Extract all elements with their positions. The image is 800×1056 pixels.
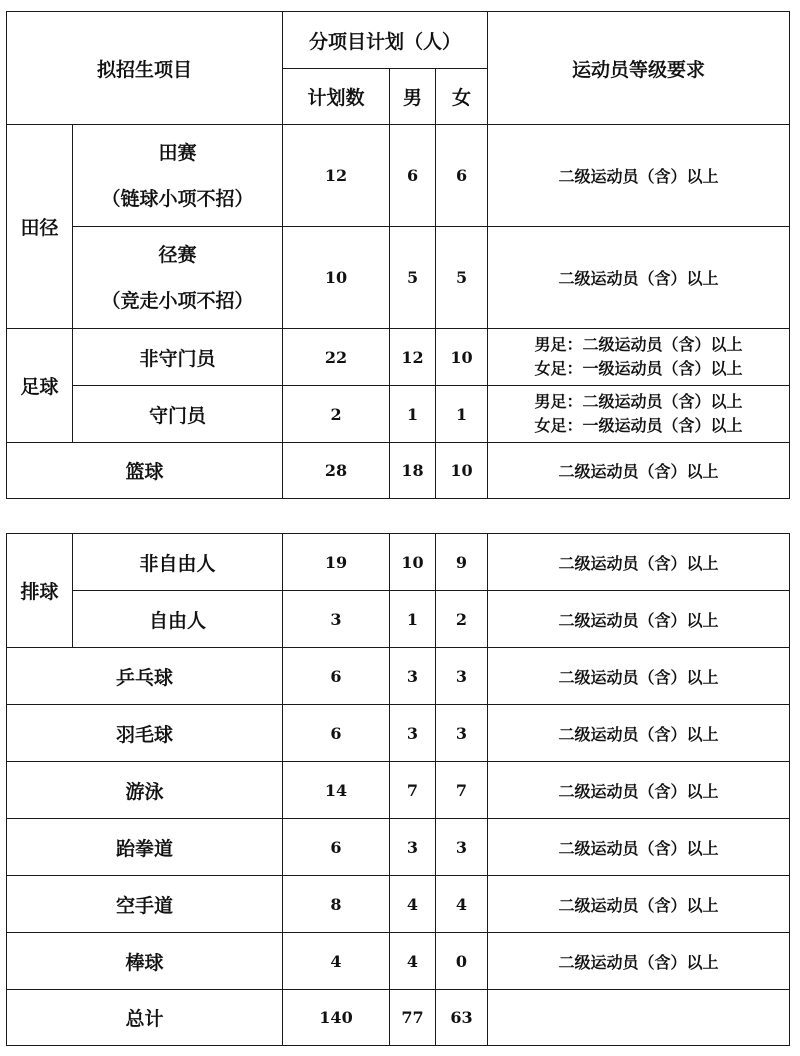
item-name: 径赛 [158, 243, 197, 266]
requirement: 二级运动员（含）以上 [488, 819, 790, 876]
male-count: 6 [390, 125, 436, 227]
female-count: 7 [436, 762, 488, 819]
plan-count: 22 [283, 329, 390, 386]
table-row [7, 705, 790, 762]
category-track-field: 田径 [7, 125, 73, 329]
item-name: 游泳 [7, 762, 283, 819]
header-item: 拟招生项目 [7, 12, 283, 125]
header-requirement: 运动员等级要求 [488, 12, 790, 125]
female-count: 4 [436, 876, 488, 933]
header-male: 男 [390, 69, 436, 125]
requirement: 二级运动员（含）以上 [488, 125, 790, 227]
requirement: 二级运动员（含）以上 [488, 762, 790, 819]
plan-count: 19 [283, 534, 390, 591]
table-row [7, 386, 790, 443]
plan-count: 4 [283, 933, 390, 990]
plan-count: 10 [283, 227, 390, 329]
male-count: 12 [390, 329, 436, 386]
male-count: 7 [390, 762, 436, 819]
requirement: 二级运动员（含）以上 [488, 227, 790, 329]
requirement-female: 女足：一级运动员（含）以上 [534, 416, 743, 435]
male-count: 1 [390, 591, 436, 648]
header-female: 女 [436, 69, 488, 125]
requirement: 二级运动员（含）以上 [488, 591, 790, 648]
male-count: 4 [390, 876, 436, 933]
item-outfield: 非守门员 [73, 329, 283, 386]
table-row [7, 534, 790, 591]
total-label: 总计 [7, 990, 283, 1046]
requirement-male: 男足：二级运动员（含）以上 [534, 335, 743, 354]
requirement: 二级运动员（含）以上 [488, 705, 790, 762]
total-male-count: 77 [390, 990, 436, 1046]
requirement: 二级运动员（含）以上 [488, 534, 790, 591]
table-row [7, 227, 790, 329]
female-count: 3 [436, 705, 488, 762]
total-female-count: 63 [436, 990, 488, 1046]
female-count: 0 [436, 933, 488, 990]
table-row [7, 762, 790, 819]
female-count: 2 [436, 591, 488, 648]
item-name: 空手道 [7, 876, 283, 933]
table-row [7, 125, 790, 227]
header-plan-group: 分项目计划（人） [283, 12, 488, 69]
item-field-events [73, 125, 283, 227]
table-row [7, 648, 790, 705]
total-plan-count: 140 [283, 990, 390, 1046]
male-count: 3 [390, 648, 436, 705]
requirement: 二级运动员（含）以上 [488, 648, 790, 705]
total-requirement-empty [488, 990, 790, 1046]
plan-count: 8 [283, 876, 390, 933]
male-count: 5 [390, 227, 436, 329]
category-volleyball: 排球 [7, 534, 73, 648]
female-count: 9 [436, 534, 488, 591]
item-non-libero: 非自由人 [73, 534, 283, 591]
male-count: 10 [390, 534, 436, 591]
item-note: （竞走小项不招） [101, 289, 254, 312]
requirement-female: 女足：一级运动员（含）以上 [534, 359, 743, 378]
item-name: 田赛 [158, 141, 197, 164]
plan-count: 6 [283, 648, 390, 705]
item-basketball: 篮球 [7, 443, 283, 499]
item-name: 乒乓球 [7, 648, 283, 705]
item-name: 棒球 [7, 933, 283, 990]
table-row [7, 876, 790, 933]
category-football: 足球 [7, 329, 73, 443]
enrollment-table-part2 [6, 533, 790, 1046]
item-track-events [73, 227, 283, 329]
male-count: 1 [390, 386, 436, 443]
requirement: 二级运动员（含）以上 [488, 876, 790, 933]
plan-count: 28 [283, 443, 390, 499]
table-row [7, 443, 790, 499]
requirement-male: 男足：二级运动员（含）以上 [534, 392, 743, 411]
male-count: 4 [390, 933, 436, 990]
female-count: 10 [436, 443, 488, 499]
header-plan-count: 计划数 [283, 69, 390, 125]
plan-count: 14 [283, 762, 390, 819]
enrollment-table-part1 [6, 11, 790, 499]
item-libero: 自由人 [73, 591, 283, 648]
requirement: 二级运动员（含）以上 [488, 933, 790, 990]
table-row [7, 329, 790, 386]
plan-count: 2 [283, 386, 390, 443]
female-count: 5 [436, 227, 488, 329]
item-name: 羽毛球 [7, 705, 283, 762]
female-count: 1 [436, 386, 488, 443]
plan-count: 6 [283, 705, 390, 762]
item-goalkeeper: 守门员 [73, 386, 283, 443]
requirement [488, 329, 790, 386]
male-count: 3 [390, 819, 436, 876]
item-name: 跆拳道 [7, 819, 283, 876]
female-count: 3 [436, 819, 488, 876]
requirement [488, 386, 790, 443]
plan-count: 3 [283, 591, 390, 648]
male-count: 18 [390, 443, 436, 499]
female-count: 10 [436, 329, 488, 386]
requirement: 二级运动员（含）以上 [488, 443, 790, 499]
plan-count: 6 [283, 819, 390, 876]
female-count: 3 [436, 648, 488, 705]
female-count: 6 [436, 125, 488, 227]
table-row [7, 933, 790, 990]
item-note: （链球小项不招） [101, 187, 254, 210]
plan-count: 12 [283, 125, 390, 227]
table-row [7, 819, 790, 876]
table-row [7, 591, 790, 648]
male-count: 3 [390, 705, 436, 762]
total-row [7, 990, 790, 1046]
